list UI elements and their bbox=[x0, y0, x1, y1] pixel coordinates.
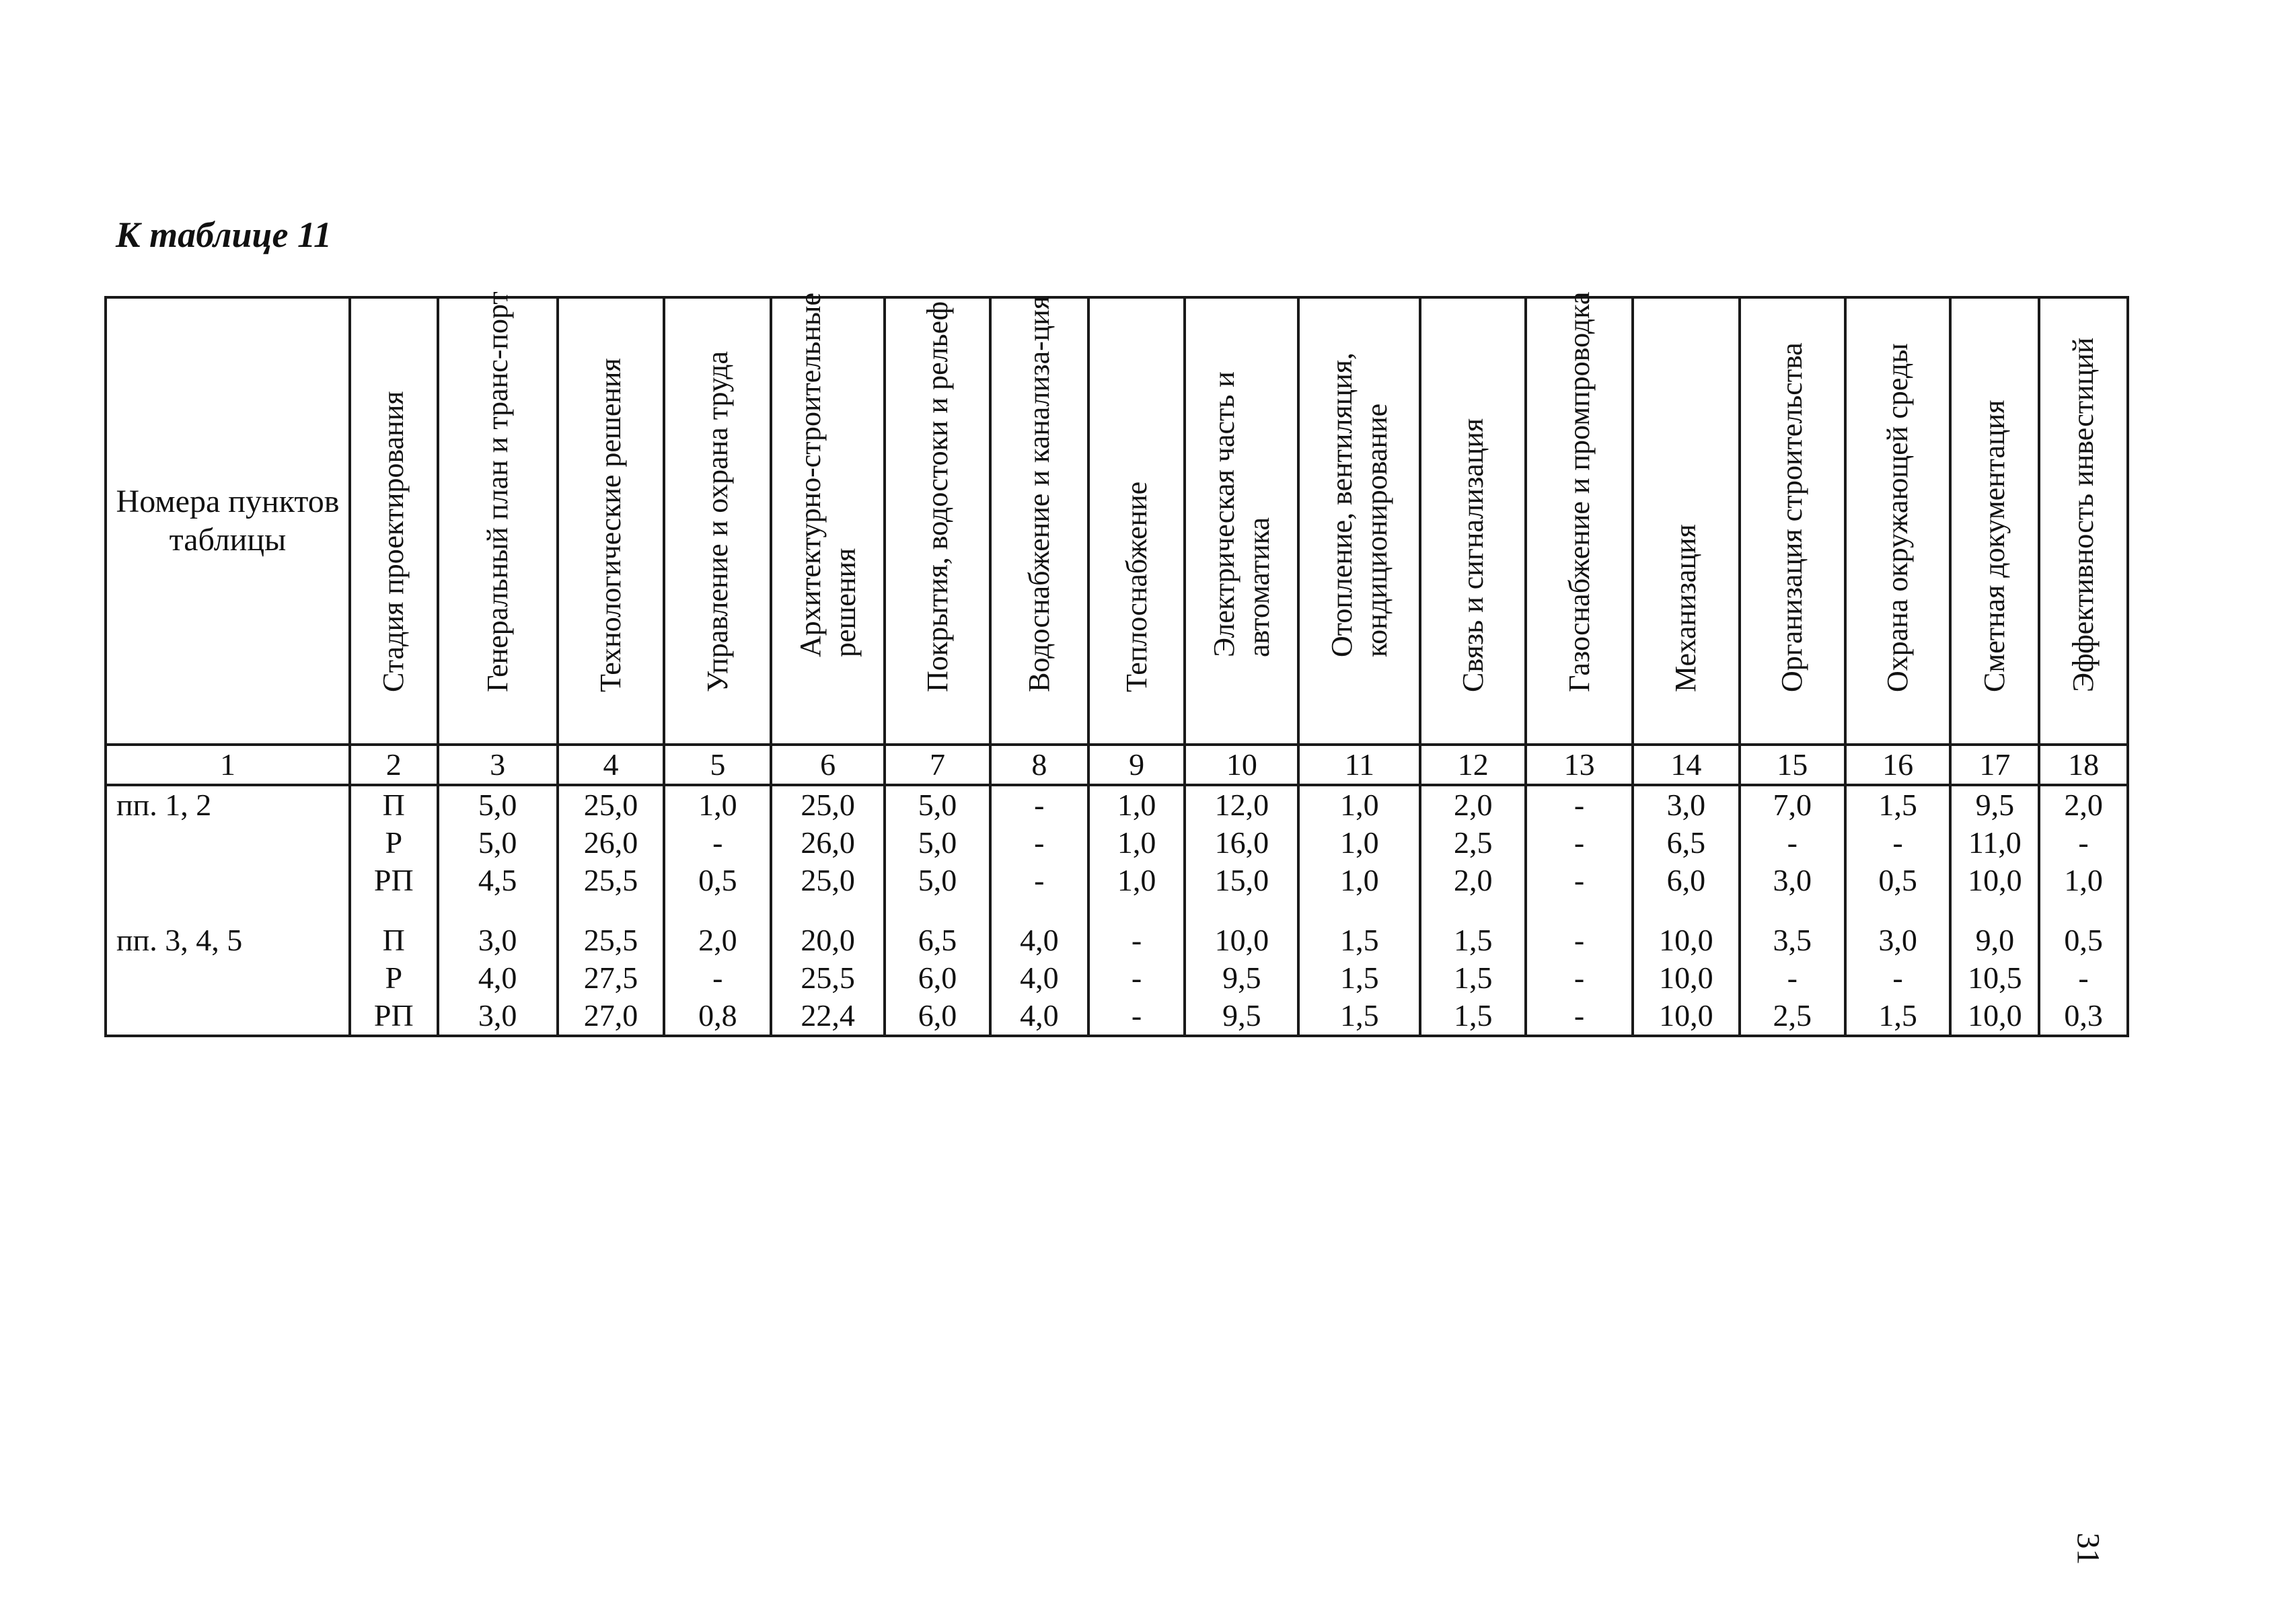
cell-value: 4,0 bbox=[1020, 923, 1059, 957]
cell-value: 25,5 bbox=[583, 863, 638, 897]
cell-value: 1,0 bbox=[698, 788, 737, 822]
column-number: 12 bbox=[1420, 745, 1526, 785]
data-cell bbox=[2039, 785, 2128, 1036]
column-header-label: Сметная документация bbox=[1978, 400, 2011, 693]
column-header bbox=[1845, 297, 1951, 745]
cell-value: РП bbox=[373, 863, 414, 897]
column-header bbox=[438, 291, 558, 745]
cell-value: 10,0 bbox=[1659, 998, 1713, 1033]
column-header bbox=[885, 297, 990, 745]
column-header bbox=[1298, 297, 1420, 745]
data-cell bbox=[990, 785, 1088, 1036]
cell-value: 1,0 bbox=[1340, 788, 1379, 822]
cell-value: 7,0 bbox=[1773, 788, 1812, 822]
cell-value: - bbox=[2078, 961, 2089, 995]
column-header-label: Теплоснабжение bbox=[1119, 481, 1153, 693]
cell-value: 0,5 bbox=[2064, 923, 2103, 957]
column-header-label: Газоснабжение и промпроводка bbox=[1562, 291, 1596, 693]
data-cell bbox=[1420, 785, 1526, 1036]
data-cell bbox=[771, 785, 885, 1036]
cell-value: 11,0 bbox=[1968, 825, 2022, 860]
cell-value: - bbox=[1787, 825, 1798, 860]
cell-value: 2,0 bbox=[698, 923, 737, 957]
column-header-label: Отопление, вентиляция, кондиционирование bbox=[1325, 352, 1393, 658]
column-number: 17 bbox=[1950, 745, 2039, 785]
table-caption: К таблице 11 bbox=[116, 215, 332, 255]
data-cell bbox=[1950, 785, 2039, 1036]
data-cell bbox=[1088, 785, 1185, 1036]
column-header-label: Архитектурно-строительные решения bbox=[793, 293, 862, 658]
column-header bbox=[664, 297, 771, 745]
cell-value: - bbox=[2078, 825, 2089, 860]
cell-value: 10,0 bbox=[1214, 923, 1269, 957]
cell-value: 2,0 bbox=[1453, 863, 1493, 897]
cell-value: П bbox=[382, 788, 405, 822]
column-number: 5 bbox=[664, 745, 771, 785]
column-number: 6 bbox=[771, 745, 885, 785]
column-header bbox=[1633, 297, 1740, 745]
cell-value: 3,0 bbox=[1773, 863, 1812, 897]
data-cell bbox=[1526, 785, 1633, 1036]
column-header-label: Организация строительства bbox=[1775, 342, 1809, 693]
cell-value: - bbox=[1892, 961, 1903, 995]
cell-value: 10,0 bbox=[1659, 923, 1713, 957]
column-header-label: Электрическая часть и автоматика bbox=[1208, 371, 1275, 658]
cell-value: 25,5 bbox=[583, 923, 638, 957]
column-number: 14 bbox=[1633, 745, 1740, 785]
column-header-label: Водоснабжение и канализа-ция bbox=[1022, 296, 1056, 693]
cell-value: РП bbox=[373, 998, 414, 1033]
cell-value: 9,5 bbox=[1222, 961, 1261, 995]
cell-value: 9,0 bbox=[1975, 923, 2015, 957]
column-header bbox=[771, 293, 885, 745]
group-label: пп. 3, 4, 5 bbox=[116, 923, 243, 957]
cell-value: 3,0 bbox=[1666, 788, 1706, 822]
column-header bbox=[2039, 297, 2128, 745]
cell-value: 26,0 bbox=[801, 825, 855, 860]
column-header-label: Технологические решения bbox=[594, 358, 628, 693]
column-header bbox=[558, 297, 665, 745]
data-cell bbox=[558, 785, 665, 1036]
column-header-label: Механизация bbox=[1669, 524, 1703, 693]
page-number: 31 bbox=[2070, 1532, 2106, 1565]
group-label: пп. 1, 2 bbox=[116, 788, 212, 822]
cell-value: П bbox=[382, 923, 405, 957]
data-cell bbox=[885, 785, 990, 1036]
spacer bbox=[116, 824, 348, 862]
spacer bbox=[116, 997, 348, 1035]
cell-value: 10,0 bbox=[1968, 998, 2022, 1033]
data-cell bbox=[664, 785, 771, 1036]
data-cell bbox=[438, 785, 558, 1036]
cell-value: - bbox=[1034, 863, 1045, 897]
cell-value: 0,5 bbox=[698, 863, 737, 897]
column-number: 16 bbox=[1845, 745, 1951, 785]
cell-value: 12,0 bbox=[1214, 788, 1269, 822]
cell-value: - bbox=[1573, 788, 1585, 822]
cell-value: 25,0 bbox=[583, 788, 638, 822]
cell-value: 27,0 bbox=[583, 998, 638, 1033]
cell-value: Р bbox=[385, 961, 403, 995]
cell-value: 1,0 bbox=[1117, 788, 1156, 822]
cell-value: 2,5 bbox=[1773, 998, 1812, 1033]
header-row-numbers: Номера пунктов таблицы bbox=[106, 297, 350, 745]
cell-value: 5,0 bbox=[918, 825, 957, 860]
column-header-label: Управление и охрана труда bbox=[700, 351, 734, 693]
cell-value: 0,3 bbox=[2064, 998, 2103, 1033]
cell-value: - bbox=[1131, 923, 1142, 957]
column-number: 4 bbox=[558, 745, 665, 785]
column-header bbox=[1420, 297, 1526, 745]
column-number: 9 bbox=[1088, 745, 1185, 785]
spacer bbox=[116, 862, 348, 899]
cell-value: 25,5 bbox=[801, 961, 855, 995]
cell-value: 25,0 bbox=[801, 788, 855, 822]
data-cell bbox=[1845, 785, 1951, 1036]
cell-value: 1,0 bbox=[1340, 863, 1379, 897]
cell-value: 20,0 bbox=[801, 923, 855, 957]
cell-value: 6,0 bbox=[1666, 863, 1706, 897]
spacer bbox=[116, 959, 348, 997]
cell-value: 1,5 bbox=[1453, 923, 1493, 957]
data-cell bbox=[1633, 785, 1740, 1036]
cell-value: 9,5 bbox=[1222, 998, 1261, 1033]
cell-value: 1,5 bbox=[1340, 961, 1379, 995]
column-number: 13 bbox=[1526, 745, 1633, 785]
cell-value: 2,0 bbox=[2064, 788, 2103, 822]
column-number: 7 bbox=[885, 745, 990, 785]
column-number: 18 bbox=[2039, 745, 2128, 785]
cell-value: 5,0 bbox=[478, 788, 517, 822]
cell-value: 3,0 bbox=[478, 923, 517, 957]
cell-value: 4,5 bbox=[478, 863, 517, 897]
cell-value: - bbox=[1573, 923, 1585, 957]
cell-value: 1,5 bbox=[1340, 998, 1379, 1033]
cell-value: 0,5 bbox=[1878, 863, 1917, 897]
cell-value: - bbox=[1131, 961, 1142, 995]
cell-value: - bbox=[1573, 961, 1585, 995]
cell-value: - bbox=[1573, 998, 1585, 1033]
cell-value: 1,5 bbox=[1878, 788, 1917, 822]
cell-value: 5,0 bbox=[478, 825, 517, 860]
cell-value: 1,5 bbox=[1340, 923, 1379, 957]
column-header bbox=[1185, 297, 1298, 745]
cell-value: 9,5 bbox=[1975, 788, 2015, 822]
column-header-label: Эффективность инвестиций bbox=[2067, 337, 2100, 693]
cell-value: 0,8 bbox=[698, 998, 737, 1033]
cell-value: - bbox=[712, 961, 723, 995]
cell-value: - bbox=[1787, 961, 1798, 995]
column-header-label: Генеральный план и транс-порт bbox=[480, 291, 514, 693]
column-number: 10 bbox=[1185, 745, 1298, 785]
cell-value: 16,0 bbox=[1214, 825, 1269, 860]
column-number: 8 bbox=[990, 745, 1088, 785]
cell-value: - bbox=[1034, 825, 1045, 860]
cell-value: - bbox=[1573, 863, 1585, 897]
data-cell bbox=[1740, 785, 1845, 1036]
cell-value: - bbox=[1034, 788, 1045, 822]
cell-value: - bbox=[1573, 825, 1585, 860]
cell-value: - bbox=[1131, 998, 1142, 1033]
cell-value: 3,5 bbox=[1773, 923, 1812, 957]
cell-value: 6,5 bbox=[1666, 825, 1706, 860]
column-number: 1 bbox=[106, 745, 350, 785]
cell-value: 1,0 bbox=[1117, 825, 1156, 860]
cell-value: 2,5 bbox=[1453, 825, 1493, 860]
column-header bbox=[350, 297, 438, 745]
cell-value: 3,0 bbox=[478, 998, 517, 1033]
group-label-cell bbox=[106, 785, 350, 1036]
cell-value: 6,0 bbox=[918, 961, 957, 995]
column-header-label: Связь и сигнализация bbox=[1456, 418, 1489, 693]
cell-value: 5,0 bbox=[918, 863, 957, 897]
cell-value: 6,0 bbox=[918, 998, 957, 1033]
column-header bbox=[1740, 297, 1845, 745]
cell-value: 1,0 bbox=[2064, 863, 2103, 897]
column-header bbox=[1088, 297, 1185, 745]
data-cell bbox=[1185, 785, 1298, 1036]
column-header bbox=[1950, 297, 2039, 745]
column-header-label: Покрытия, водостоки и рельеф bbox=[920, 301, 954, 693]
cell-value: - bbox=[1892, 825, 1903, 860]
column-number: 2 bbox=[350, 745, 438, 785]
cell-value: 5,0 bbox=[918, 788, 957, 822]
cell-value: 1,5 bbox=[1878, 998, 1917, 1033]
data-cell bbox=[350, 785, 438, 1036]
cell-value: 1,0 bbox=[1117, 863, 1156, 897]
cell-value: 1,5 bbox=[1453, 998, 1493, 1033]
cell-value: 4,0 bbox=[478, 961, 517, 995]
cell-value: 27,5 bbox=[583, 961, 638, 995]
cell-value: 26,0 bbox=[583, 825, 638, 860]
column-number: 15 bbox=[1740, 745, 1845, 785]
cell-value: 6,5 bbox=[918, 923, 957, 957]
cell-value: 10,0 bbox=[1968, 863, 2022, 897]
data-cell bbox=[1298, 785, 1420, 1036]
data-table bbox=[104, 291, 2129, 1037]
cell-value: 15,0 bbox=[1214, 863, 1269, 897]
cell-value: Р bbox=[385, 825, 403, 860]
cell-value: 4,0 bbox=[1020, 998, 1059, 1033]
column-header bbox=[1526, 291, 1633, 745]
column-header-label: Охрана окружающей среды bbox=[1881, 343, 1915, 693]
column-number: 11 bbox=[1298, 745, 1420, 785]
cell-value: 3,0 bbox=[1878, 923, 1917, 957]
cell-value: 10,5 bbox=[1968, 961, 2022, 995]
cell-value: 1,0 bbox=[1340, 825, 1379, 860]
cell-value: 1,5 bbox=[1453, 961, 1493, 995]
cell-value: 22,4 bbox=[801, 998, 855, 1033]
cell-value: 25,0 bbox=[801, 863, 855, 897]
column-header-label: Стадия проектирования bbox=[377, 391, 410, 693]
column-number: 3 bbox=[438, 745, 558, 785]
column-header bbox=[990, 297, 1088, 745]
cell-value: 4,0 bbox=[1020, 961, 1059, 995]
cell-value: 2,0 bbox=[1453, 788, 1493, 822]
cell-value: - bbox=[712, 825, 723, 860]
cell-value: 10,0 bbox=[1659, 961, 1713, 995]
